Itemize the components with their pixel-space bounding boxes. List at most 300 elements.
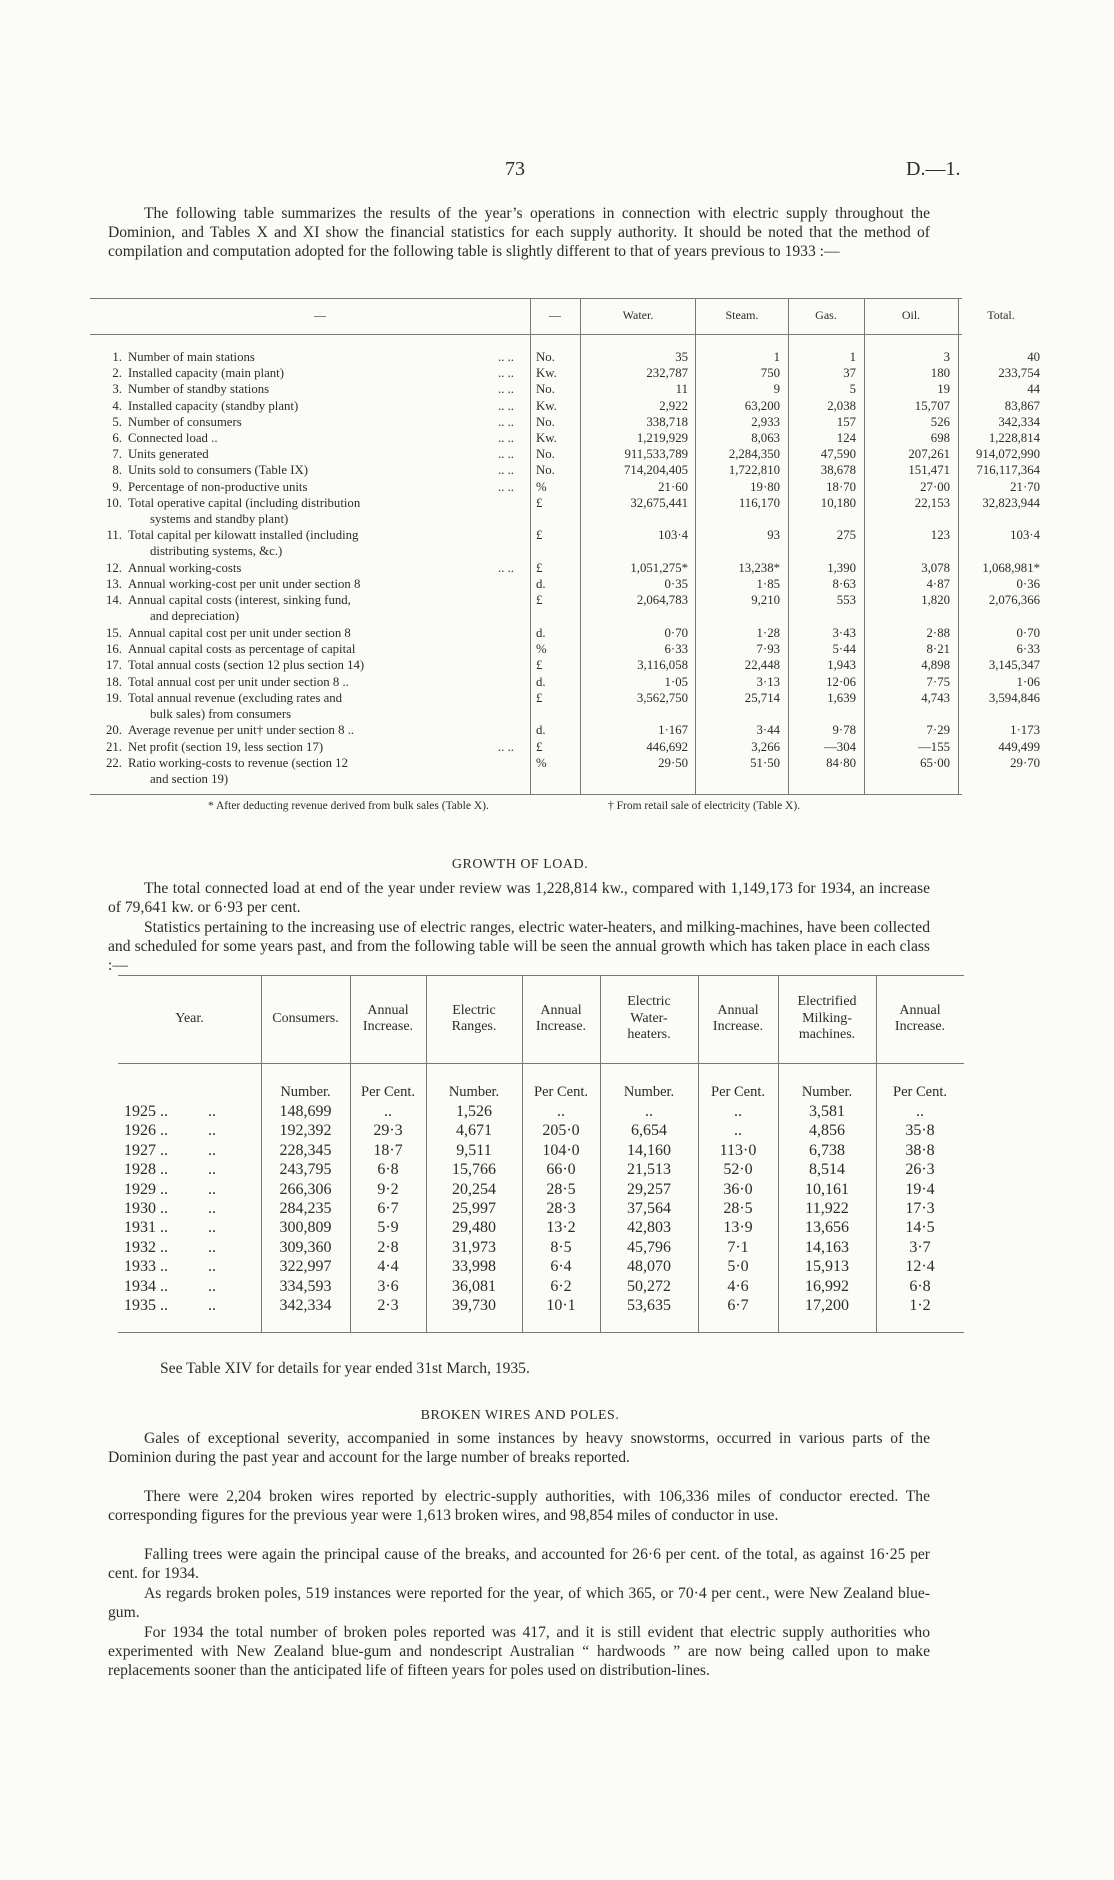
steam-value: 9,210 [751,593,780,608]
row-label [128,528,514,560]
row-number: 3. [112,382,122,397]
growth-cell: 6·7 [727,1297,749,1314]
gas-value: 124 [836,431,856,445]
growth-cell: .. [557,1103,565,1120]
table1-row [90,658,1040,674]
oil-value: 4·87 [926,577,950,592]
table1-row [90,674,1040,691]
oil-value: 526 [930,414,950,429]
row-unit: d. [536,723,546,738]
row-label-line: and depreciation) [150,609,240,624]
row-unit: d. [536,674,546,689]
growth-cell: 6·8 [909,1277,931,1295]
unit-label: Number. [448,1084,500,1100]
growth-cell: 322,997 [279,1258,332,1276]
total-value: 44 [1027,382,1040,397]
growth-cell: 20,254 [452,1180,496,1198]
row-label [128,415,514,431]
oil-value: 1,820 [921,593,950,608]
growth-cell: 284,235 [279,1200,332,1217]
growth-cell: 14,163 [805,1238,849,1256]
row-label-line: Net profit (section 19, less section 17) [128,739,324,754]
steam-value: 1·85 [756,577,780,592]
row-number: 20. [106,723,122,738]
row-label-line: Annual working-costs [128,561,242,575]
row-label [128,496,514,528]
growth-cell: 38·8 [905,1141,935,1159]
water-value: 1·167 [658,723,688,738]
row-label-line: Ratio working-costs to revenue (section 12 [128,755,348,770]
row-label [128,642,514,658]
table1-row [90,350,1040,366]
row-number: 8. [112,463,122,478]
row-unit: £ [536,528,543,543]
total-value: 29·70 [1010,755,1040,770]
table1-row [90,398,1040,415]
total-value: 1,068,981* [982,561,1040,575]
oil-value: 3,078 [921,561,950,575]
growth-cell: 2·3 [377,1297,399,1314]
water-value: 714,204,405 [624,463,688,478]
total-value: 103·4 [1010,528,1040,543]
broken-text-1: Gales of exceptional severity, accompanied in some instances by heavy snowstorms, occurred in various parts of the Dominion during the past year and account for the large number of breaks reported. [108,1430,930,1466]
row-label-line: Number of standby stations [128,382,270,397]
row-unit: No. [536,382,555,397]
row-label [128,382,514,398]
growth-paragraph-2 [108,919,930,975]
growth-cell: 29,480 [452,1219,496,1237]
steam-value: 1 [773,350,780,364]
total-value: 32,823,944 [982,495,1040,510]
total-value: 0·36 [1016,577,1040,592]
total-value: 342,334 [998,414,1040,429]
total-value: 6·33 [1016,642,1040,657]
dot-leader: .. .. [498,739,514,754]
growth-cell: 228,345 [279,1141,332,1159]
growth-cell: 2·8 [377,1238,399,1256]
growth-cell: 5·0 [727,1258,749,1276]
total-value: 3,145,347 [988,658,1040,673]
unit-label: Per Cent. [534,1084,588,1100]
row-label [128,740,514,756]
row-label-line: Units generated [128,447,209,462]
row-label-line: Total annual revenue (excluding rates and [128,690,343,705]
water-value: 32,675,441 [630,495,688,510]
table2-row [118,1258,964,1276]
row-label [128,350,514,366]
growth-cell: 1·2 [909,1297,931,1314]
row-number: 13. [106,577,122,592]
gas-value: 1,390 [827,561,856,575]
growth-cell: .. [734,1103,742,1120]
header-line: Electric [627,994,671,1010]
growth-cell: .. [645,1103,653,1120]
growth-cell: .. [734,1122,742,1140]
total-value: 914,072,990 [976,447,1040,462]
growth-cell: 4,856 [809,1122,845,1140]
dot-leader: .. .. [498,431,514,445]
row-number: 14. [106,593,122,608]
row-unit: No. [536,350,555,364]
gas-value: 1,639 [827,690,856,705]
col-head-water-heaters [600,994,698,1044]
steam-value: 22,448 [744,658,780,673]
growth-cell: 3,581 [809,1103,845,1120]
year-cell: 1928 .. .. [124,1161,216,1179]
row-number: 22. [106,755,122,770]
row-number: 7. [112,447,122,462]
row-unit: £ [536,561,543,575]
row-number: 21. [106,739,122,754]
row-label-line: Average revenue per unit† under section 8 .. [128,723,355,738]
row-number: 1. [112,350,122,364]
growth-cell: 28·5 [723,1200,753,1217]
growth-cell: 300,809 [279,1219,332,1237]
growth-cell: 66·0 [546,1161,576,1179]
row-number: 2. [112,366,122,381]
growth-cell: 17·3 [905,1200,935,1217]
growth-cell: 8,514 [809,1161,845,1179]
growth-cell: 29·3 [373,1122,403,1140]
total-value: 716,117,364 [976,463,1040,478]
intro-text: The following table summarizes the results of the year’s operations in connection with electric supply throughout the Dominion, and Tables X and XI show the financial statistics for each supply authority. It should be noted that the method of compilation and computation adopted for the following table is slightly different to that of years previous to 1933 :— [108,205,930,260]
unit-label: Number. [801,1084,853,1100]
dot-leader: .. .. [498,414,514,429]
unit-label: Number. [280,1084,331,1100]
total-value: 3,594,846 [988,690,1040,705]
oil-value: 2·88 [926,626,950,640]
growth-cell: 37,564 [627,1200,671,1217]
header-line: Year. [175,1010,204,1026]
row-unit: £ [536,658,543,673]
header-line: Increase. [535,1019,587,1034]
growth-cell: 39,730 [452,1297,496,1314]
year-cell: 1934 .. .. [124,1277,216,1295]
oil-value: 123 [930,528,950,543]
unit-label: Per Cent. [893,1084,947,1100]
broken-text-2: There were 2,204 broken wires reported by electric-supply authorities, with 106,336 miles of conductor erected. The corresponding figures for the previous year were 1,613 broken wires, and 98,854 miles of conductor in use. [108,1488,930,1524]
growth-cell: 6·7 [377,1200,399,1217]
row-number: 6. [112,431,122,445]
table2-row [118,1297,964,1315]
col-head-milking-machines [778,994,876,1044]
growth-cell: 14·5 [905,1219,935,1237]
year-cell: 1930 .. .. [124,1200,216,1217]
steam-value: 3·44 [756,723,780,738]
header-line: Annual [899,1002,941,1018]
growth-cell: 1,526 [456,1103,492,1120]
total-value: 21·70 [1010,479,1040,494]
growth-cell: 104·0 [542,1141,580,1159]
year-cell: 1933 .. .. [124,1258,216,1276]
unit-label: Number. [623,1084,675,1100]
broken-text-3: Falling trees were again the principal cause of the breaks, and accounted for 26·6 per cent. of the total, as against 16·25 per cent. for 1934. [108,1546,930,1582]
row-number: 11. [106,528,122,543]
row-unit: £ [536,593,543,608]
growth-cell: 15,913 [805,1258,849,1276]
table1-row [90,366,1040,382]
col-head-annual-increase [522,1003,600,1036]
gas-value: 5·44 [832,642,856,657]
growth-cell: 6·4 [550,1258,572,1276]
growth-text-1: The total connected load at end of the year under review was 1,228,814 kw., compared with 1,149,173 for 1934, an increase of 79,641 kw. or 6·93 per cent. [108,880,930,916]
row-number: 5. [112,414,122,429]
row-label [128,447,514,463]
row-label [128,756,514,788]
growth-cell: 6·2 [550,1277,572,1295]
growth-cell: 205·0 [542,1122,580,1140]
growth-cell: 35·8 [905,1122,935,1140]
growth-cell: 6·8 [377,1161,399,1179]
dot-leader: .. .. [498,463,514,478]
growth-cell: 29,257 [627,1180,671,1198]
unit-label: Per Cent. [711,1084,765,1100]
col-head-total: Total. [987,308,1015,322]
row-label [128,658,514,674]
row-label [128,675,514,691]
intro-paragraph [108,205,930,261]
steam-value: 116,170 [738,495,780,510]
gas-value: 2,038 [827,398,856,413]
oil-value: 3 [943,350,950,364]
header-line: machines. [798,1027,856,1043]
growth-cell: 3·7 [909,1238,931,1256]
row-label-line: Percentage of non-productive units [128,479,308,494]
growth-cell: 334,593 [279,1277,332,1295]
row-label-line: Units sold to consumers (Table IX) [128,463,309,478]
table2-row [118,1278,964,1296]
growth-cell: .. [916,1103,924,1120]
header-line: heaters. [627,1027,671,1043]
growth-cell: 9,511 [456,1141,492,1159]
total-value: 40 [1027,350,1040,364]
gas-value: 9·78 [832,723,856,738]
header-line: Annual [367,1002,409,1018]
gas-value: 47,590 [820,447,856,462]
col-head-gas: Gas. [815,308,837,322]
row-label-line: Total operative capital (including distribution [128,495,361,510]
growth-cell: 28·5 [546,1180,576,1198]
water-value: 911,533,789 [624,447,688,462]
steam-value: 3·13 [756,674,780,689]
table1-row [90,739,1040,756]
growth-text-2: Statistics pertaining to the increasing use of electric ranges, electric water-heaters, and milking-machines, have been collected and scheduled for some years past, and from the following table will be seen the annual growth which has taken place in each class :— [108,919,930,974]
total-value: 83,867 [1004,398,1040,413]
water-value: 1,219,929 [636,431,688,445]
oil-value: 27·00 [920,479,950,494]
gas-value: 37 [843,366,856,381]
dot-leader: .. .. [498,479,514,494]
growth-cell: 10·1 [546,1297,576,1314]
year-cell: 1927 .. .. [124,1141,216,1159]
col-head-annual-increase [350,1003,426,1036]
growth-cell: 5·9 [377,1219,399,1237]
growth-cell: 19·4 [905,1180,935,1198]
row-label [128,723,514,739]
total-value: 2,076,366 [988,593,1040,608]
table1-row [90,528,1040,560]
gas-value: 18·70 [826,479,856,494]
growth-cell: 8·5 [550,1238,572,1256]
row-number: 15. [106,626,122,640]
table-xiv-note: See Table XIV for details for year ended 31st March, 1935. [160,1360,530,1377]
growth-cell: 18·7 [373,1141,403,1159]
page-number: 73 [505,158,525,180]
growth-cell: 48,070 [627,1258,671,1276]
row-label-line: bulk sales) from consumers [150,706,292,721]
steam-value: 3,266 [751,739,780,754]
oil-value: —155 [918,739,950,754]
col-head-consumers [261,1011,350,1028]
row-label [128,691,514,723]
water-value: 6·33 [664,642,688,657]
row-label-line: Total annual cost per unit under section 8 .. [128,674,349,689]
water-value: 11 [675,382,688,397]
growth-cell: 36·0 [723,1180,753,1198]
growth-cell: 52·0 [723,1161,753,1179]
year-cell: 1932 .. .. [124,1238,216,1256]
broken-paragraph-3 [108,1546,930,1584]
row-label-line: Total annual costs (section 12 plus section 14) [128,658,365,673]
growth-cell: 342,334 [279,1297,332,1314]
row-label-line: Annual capital cost per unit under section 8 [128,626,351,640]
table1-row [90,723,1040,739]
row-unit: % [536,479,547,494]
row-label-line: Connected load .. [128,431,218,445]
steam-value: 2,284,350 [728,447,780,462]
growth-cell: 113·0 [719,1141,757,1159]
growth-cell: 10,161 [805,1180,849,1198]
row-label-line: Number of main stations [128,350,255,364]
header-line: Ranges. [451,1019,497,1034]
water-value: 35 [675,350,688,364]
oil-value: 22,153 [914,495,950,510]
table1-row [90,479,1040,496]
growth-cell: 4·4 [377,1258,399,1276]
dot-leader: .. .. [498,382,514,397]
gas-value: 3·43 [832,626,856,640]
row-label [128,561,514,577]
table2-row [118,1142,964,1160]
gas-value: 84·80 [826,755,856,770]
col-head-item: — [314,308,326,322]
growth-cell: 33,998 [452,1258,496,1276]
col-head-annual-increase [698,1003,778,1036]
dot-leader: .. .. [498,561,514,575]
water-value: 1·05 [664,674,688,689]
water-value: 103·4 [658,528,688,543]
steam-value: 750 [760,366,780,381]
oil-value: 19 [937,382,950,397]
row-number: 12. [106,561,122,575]
header-line: Increase. [894,1019,946,1034]
water-value: 1,051,275* [630,561,688,575]
col-head-electric-ranges [426,1003,522,1036]
water-value: 446,692 [646,739,688,754]
growth-cell: 15,766 [452,1161,496,1179]
row-label [128,480,514,496]
oil-value: 7·29 [926,723,950,738]
growth-cell: 50,272 [627,1277,671,1295]
year-cell: 1925 .. .. [124,1103,216,1120]
steam-value: 7·93 [756,642,780,657]
table2-row [118,1219,964,1237]
row-unit: d. [536,626,546,640]
row-number: 19. [106,690,122,705]
row-number: 9. [112,479,122,494]
row-label-line: Installed capacity (main plant) [128,366,284,381]
row-label [128,577,514,593]
row-number: 10. [106,495,122,510]
growth-cell: 309,360 [279,1238,332,1256]
row-label-line: Total capital per kilowatt installed (including [128,528,359,543]
broken-heading: BROKEN WIRES AND POLES. [420,1408,620,1423]
growth-cell: 28·3 [546,1200,576,1217]
growth-cell: 6,738 [809,1141,845,1159]
broken-paragraph-4 [108,1585,930,1623]
col-head-year [118,1011,261,1028]
oil-value: 4,743 [921,690,950,705]
steam-value: 2,933 [751,414,780,429]
water-value: 29·50 [658,755,688,770]
header-line: Increase. [362,1019,414,1034]
row-label [128,431,514,447]
growth-cell: 9·2 [377,1180,399,1198]
year-cell: 1931 .. .. [124,1219,216,1237]
table1-row [90,755,1040,788]
dot-leader: .. .. [498,350,514,364]
growth-cell: 31,973 [452,1238,496,1256]
row-number: 4. [112,398,122,413]
table1-row [90,642,1040,658]
growth-cell: 45,796 [627,1238,671,1256]
oil-value: 180 [930,366,950,381]
table2-row [118,1103,964,1121]
growth-cell: 4,671 [456,1122,492,1140]
year-cell: 1935 .. .. [124,1297,216,1314]
growth-cell: 25,997 [452,1200,496,1217]
table1-row [90,382,1040,398]
oil-value: 151,471 [908,463,950,478]
steam-value: 1,722,810 [728,463,780,478]
growth-cell: 13·2 [546,1219,576,1237]
steam-value: 8,063 [751,431,780,445]
steam-value: 63,200 [744,398,780,413]
row-unit: No. [536,414,555,429]
gas-value: 1 [849,350,856,364]
dot-leader: .. .. [498,447,514,462]
year-cell: 1926 .. .. [124,1122,216,1140]
growth-cell: 12·4 [905,1258,935,1276]
table1-row [90,495,1040,528]
col-head-water: Water. [622,308,654,322]
header-line: Electrified [797,994,857,1010]
oil-value: 15,707 [914,398,950,413]
gas-value: 38,678 [820,463,856,478]
gas-value: 12·06 [826,674,856,689]
table1-row [90,690,1040,723]
footnote-retail-sale: † From retail sale of electricity (Table X). [608,800,801,812]
row-unit: % [536,755,547,770]
gas-value: 10,180 [820,495,856,510]
steam-value: 51·50 [750,755,780,770]
growth-cell: 16,992 [805,1277,849,1295]
total-value: 233,754 [998,366,1040,381]
row-unit: d. [536,577,546,592]
page-reference: D.—1. [906,158,961,180]
col-head-annual-increase [876,1003,964,1036]
growth-cell: 3·6 [377,1277,399,1295]
